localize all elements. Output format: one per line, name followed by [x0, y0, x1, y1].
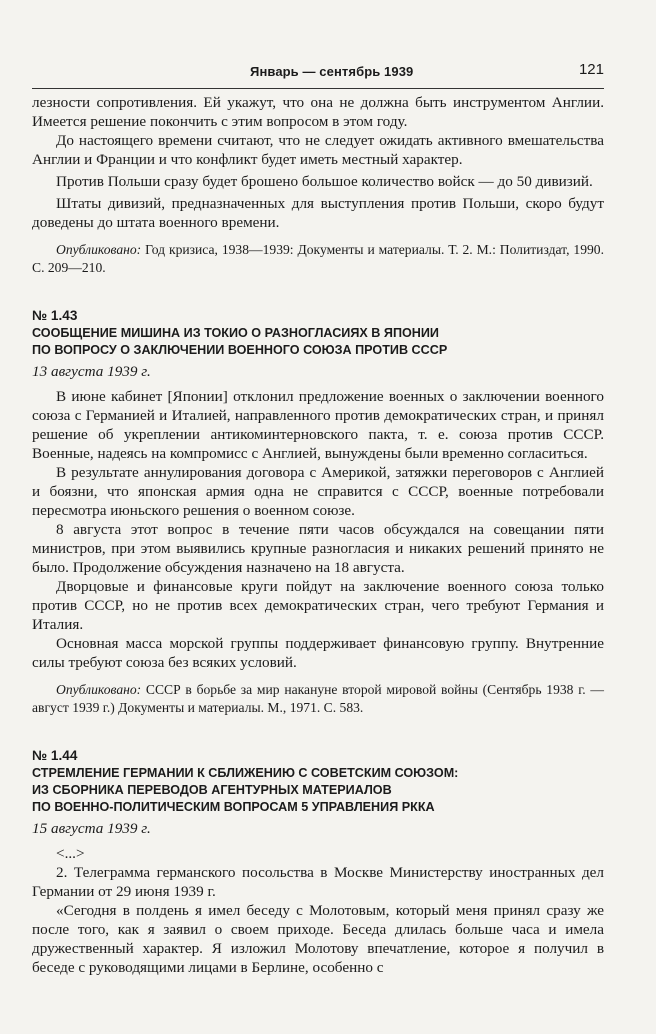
body-paragraph: До настоящего времени считают, что не следует ожидать активного вмешательства Англии и Франции и что конфликт будет иметь местный характер. — [32, 132, 604, 168]
body-paragraph: В результате аннулирования договора с Америкой, затяжки переговоров с Англией и боязни, что японская армия одна не справится с СССР, военные потребовали пересмотра июньского решения о военном союзе. — [32, 464, 604, 519]
body-paragraph: Против Польши сразу будет брошено большое количество войск — до 50 дивизий. — [56, 173, 593, 190]
document-title — [32, 765, 604, 816]
document-title-line: СООБЩЕНИЕ МИШИНА ИЗ ТОКИО О РАЗНОГЛАСИЯХ В ЯПОНИИ — [32, 326, 439, 340]
body-paragraph: 8 августа этот вопрос в течение пяти часов обсуждался на совещании пяти министров, при этом выявились крупные разногласия и никаких решений принято не было. Продолжение обсуждения назначено на 18 августа. — [32, 521, 604, 576]
omission-mark: <...> — [56, 845, 85, 862]
body-paragraph: В июне кабинет [Японии] отклонил предложение военных о заключении военного союза с Германией и Италией, направленного против демократических стран, и принял решение об укреплении антикоминтерновского пакта, т. е. союза против СССР. Военные, надеясь на компромисс с Англией, вынуждены были временно согласиться. — [32, 388, 604, 462]
body-paragraph: Штаты дивизий, предназначенных для выступления против Польши, скоро будут доведены до штата военного времени. — [32, 195, 604, 231]
document-number: № 1.43 — [32, 308, 78, 323]
document-date: 15 августа 1939 г. — [32, 820, 151, 837]
body-paragraph: лезности сопротивления. Ей укажут, что она не должна быть инструментом Англии. Имеется решение покончить с этим вопросом в этом году. — [32, 94, 604, 130]
publication-source: СССР в борьбе за мир накануне второй мировой войны (Сентябрь 1938 г. — август 1939 г.) Документы и материалы. М., 1971. С. 583. — [32, 682, 604, 715]
publication-label: Опубликовано: — [56, 682, 142, 697]
document-number: № 1.44 — [32, 748, 78, 763]
body-paragraph: 2. Телеграмма германского посольства в Москве Министерству иностранных дел Германии от 29 июня 1939 г. — [32, 864, 604, 900]
document-title-line: ПО ВОЕННО-ПОЛИТИЧЕСКИМ ВОПРОСАМ 5 УПРАВЛЕНИЯ РККА — [32, 800, 435, 814]
publication-label: Опубликовано: — [56, 242, 142, 257]
document-title-line: СТРЕМЛЕНИЕ ГЕРМАНИИ К СБЛИЖЕНИЮ С СОВЕТСКИМ СОЮЗОМ: — [32, 766, 459, 780]
document-title-line: ПО ВОПРОСУ О ЗАКЛЮЧЕНИИ ВОЕННОГО СОЮЗА ПРОТИВ СССР — [32, 343, 448, 357]
running-title: Январь — сентябрь 1939 — [250, 64, 414, 79]
publication-note — [32, 681, 604, 717]
body-paragraph: «Сегодня в полдень я имел беседу с Молотовым, который меня принял сразу же после того, как я заявил о своем приходе. Беседа длилась больше часа и имела дружественный характер. Я изложил Молотову впечатление, которое я получил в беседе с руководящими лицами в Берлине, особенно с — [32, 902, 604, 976]
page-header — [32, 58, 604, 89]
document-date: 13 августа 1939 г. — [32, 363, 151, 380]
publication-note — [32, 241, 604, 277]
page-content — [32, 93, 604, 977]
publication-source: Год кризиса, 1938—1939: Документы и материалы. Т. 2. М.: Политиздат, 1990. С. 209—210. — [32, 242, 604, 275]
body-paragraph: Дворцовые и финансовые круги пойдут на заключение военного союза только против СССР, но не против всех демократических стран, чего требуют Германия и Италия. — [32, 578, 604, 633]
document-title — [32, 325, 604, 359]
document-title-line: ИЗ СБОРНИКА ПЕРЕВОДОВ АГЕНТУРНЫХ МАТЕРИАЛОВ — [32, 783, 392, 797]
body-paragraph: Основная масса морской группы поддерживает финансовую группу. Внутренние силы требуют союза без всяких условий. — [32, 635, 604, 671]
page-number: 121 — [578, 61, 604, 78]
